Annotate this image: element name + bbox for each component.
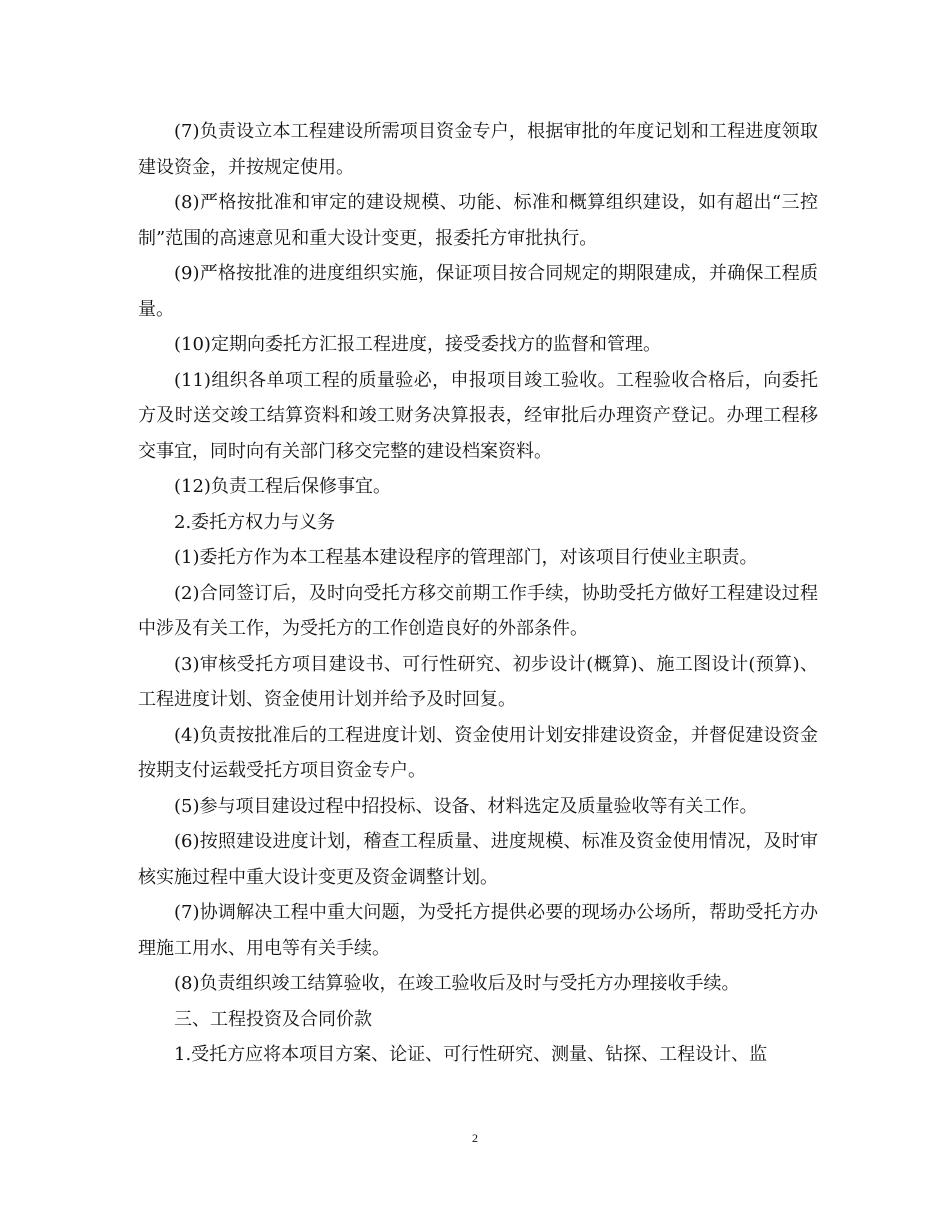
paragraph: (8)负责组织竣工结算验收，在竣工验收后及时与受托方办理接收手续。 [174, 973, 740, 994]
paragraph: (5)参与项目建设过程中招投标、设备、材料选定及质量验收等有关工作。 [174, 795, 758, 817]
paragraph: (10)定期向委托方汇报工程进度，接受委找方的监督和管理。 [174, 334, 661, 355]
paragraph: (11)组织各单项工程的质量验必，申报项目竣工验收。工程验收合格后，向委托方及时送交竣工结算资料和竣工财务决算报表，经审批后办理资产登记。办理工程移交事宜，同时向有关部门移交完整的建设档案资料。 [138, 369, 818, 462]
section-heading: 2.委托方权力与义务 [174, 511, 336, 533]
paragraph: (6)按照建设进度计划，稽查工程质量、进度规模、标准及资金使用情况，及时审核实施过程中重大设计变更及资金调整计划。 [138, 831, 818, 888]
document-body [138, 114, 818, 1073]
page-number: 2 [472, 1131, 478, 1145]
section-heading: 三、工程投资及合同价款 [174, 1008, 372, 1030]
paragraph: (12)负责工程后保修事宜。 [174, 476, 391, 497]
paragraph: (8)严格按批准和审定的建设规模、功能、标准和概算组织建设，如有超出“三控制”范围的高速意见和重大设计变更，报委托方审批执行。 [138, 192, 818, 249]
paragraph: (9)严格按批准的进度组织实施，保证项目按合同规定的期限建成，并确保工程质量。 [138, 263, 818, 320]
paragraph: 1.受托方应将本项目方案、论证、可行性研究、测量、钻探、工程设计、监 [174, 1044, 768, 1065]
paragraph: (1)委托方作为本工程基本建设程序的管理部门，对该项目行使业主职责。 [174, 547, 758, 568]
paragraph: (4)负责按批准后的工程进度计划、资金使用计划安排建设资金，并督促建设资金按期支付运载受托方项目资金专户。 [138, 724, 818, 781]
paragraph: (3)审核受托方项目建设书、可行性研究、初步设计(概算)、施工图设计(预算)、工程进度计划、资金使用计划并给予及时回复。 [138, 653, 818, 710]
paragraph: (7)协调解决工程中重大问题，为受托方提供必要的现场办公场所，帮助受托方办理施工用水、用电等有关手续。 [138, 902, 818, 959]
paragraph: (2)合同签订后，及时向受托方移交前期工作手续，协助受托方做好工程建设过程中涉及有关工作，为受托方的工作创造良好的外部条件。 [138, 582, 818, 639]
paragraph: (7)负责设立本工程建设所需项目资金专户，根据审批的年度记划和工程进度领取建设资金，并按规定使用。 [138, 121, 818, 178]
